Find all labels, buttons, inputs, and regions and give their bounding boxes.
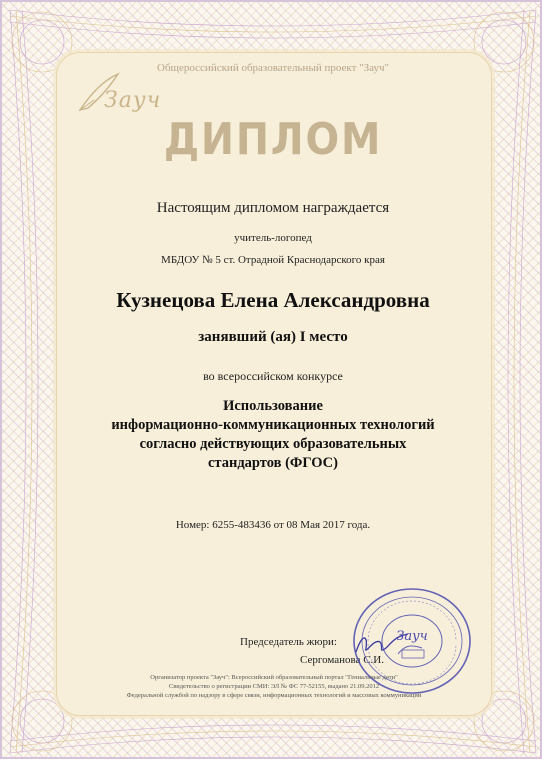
footer-info: [94, 673, 454, 700]
zauch-logo: [74, 70, 184, 118]
footer-line: Свидетельство о регистрации СМИ: ЭЛ № ФС 77-52155, выдано 21.09.2012: [168, 683, 380, 690]
contest-title-line: Использование: [223, 398, 323, 414]
logo-text: Зауч: [104, 88, 162, 113]
contest-title-line: информационно-коммуникационных технологий: [111, 417, 435, 433]
contest-title-line: согласно действующих образовательных: [139, 436, 407, 452]
footer-line: Организатор проекта "Зауч": Всероссийский образовательный портал "Гениальные дети": [150, 674, 398, 681]
chair-name: Сергоманова С.И.: [300, 654, 384, 666]
signature: [352, 628, 412, 658]
footer-line: Федеральной службой по надзору в сфере связи, информационных технологий и массовых коммуникаций: [126, 692, 422, 699]
diploma-number: Номер: 6255-483436 от 08 Мая 2017 года.: [175, 519, 371, 531]
place-line: занявший (ая) I место: [198, 329, 348, 345]
recipient-name: Кузнецова Елена Александровна: [116, 288, 430, 312]
position-line: учитель-логопед: [234, 232, 312, 244]
organization-line: МБДОУ № 5 ст. Отрадной Краснодарского края: [161, 254, 385, 266]
chair-label: Председатель жюри:: [240, 636, 337, 648]
contest-intro: во всероссийском конкурсе: [203, 369, 343, 383]
diploma-title: ДИПЛОМ: [163, 114, 383, 165]
project-title: Общероссийский образовательный проект "Зауч": [157, 62, 389, 74]
contest-title: [56, 397, 490, 473]
contest-title-line: стандартов (ФГОС): [208, 455, 338, 471]
stamp-center-text: Зауч: [396, 629, 428, 644]
awarded-text: Настоящим дипломом награждается: [156, 200, 390, 216]
